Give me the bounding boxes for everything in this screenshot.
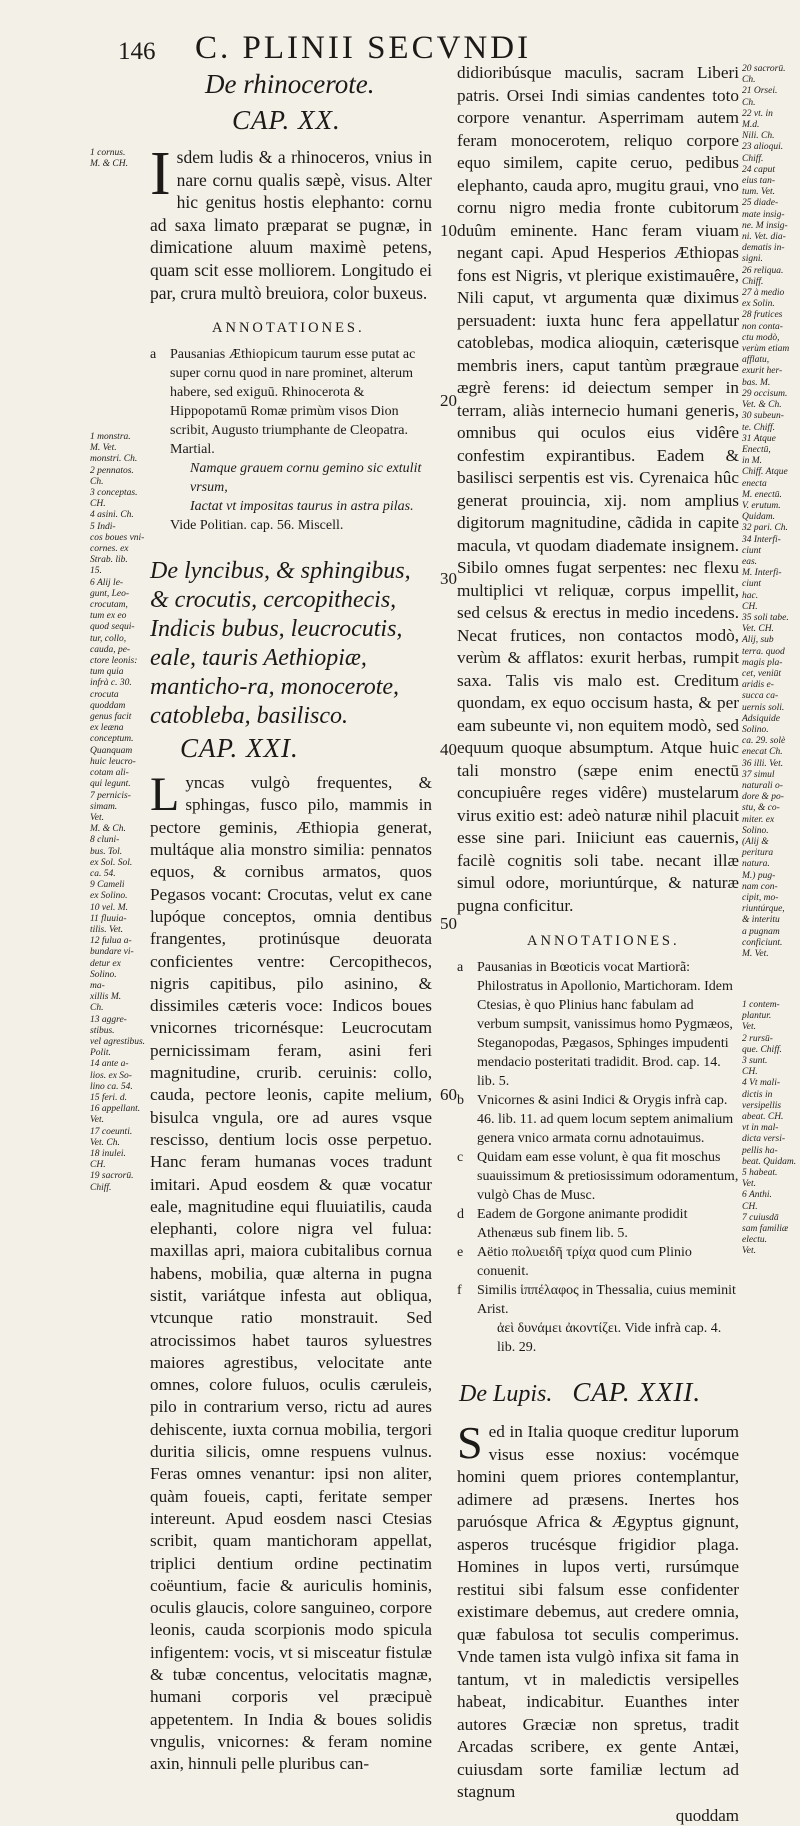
annotation-text: Pausanias in Bœoticis vocat Martiorã: Philostratus in Apollonio, Martichoram. Idem Ctesias, è quo Plinius hanc fabulam ad verbum sumpsit, vanissimus homo Pygmæos, Steganopodas, Pægasos, Sphinges impudenti mendacio posteritati tradidit. Brod. cap. 14. lib. 5. bbox=[477, 960, 733, 1089]
annotation-item bbox=[457, 1205, 739, 1243]
annotation-key: c bbox=[457, 1150, 464, 1165]
line-number: 50 bbox=[440, 914, 457, 933]
annotation-key: e bbox=[457, 1245, 464, 1260]
annotation-text: Quidam eam esse volunt, è qua fit moschus suauissimum & pretiosissimum odoramentum, vulgò Chas de Musc. bbox=[477, 1150, 739, 1203]
annotation-key: f bbox=[457, 1283, 462, 1298]
running-title: C. PLINII SECVNDI bbox=[195, 30, 532, 66]
annotation-item bbox=[457, 1319, 739, 1357]
chapter-text: didioribúsque maculis, sacram Liberi patris. Orsei Indi simias candentes toto corpore venantur. Asperrimam autem feram monocerotem, reliquo corpore equo similem, capite ceruo, pedibus elephanto, cauda apro, mugitu graui, vno cornu nigro media fronte cubitorum duûm eminente. Hanc feram viuam negant capi. Apud Hesperios Æthiopas fons est Nigris, vt plerique existimauêre, Nili caput, vt argumenta quæ diximus persuadent: iuxta hunc fera appellatur catoblebas, modica alioquin, cæterisque membris iners, caput tantùm prægraue ægrè ferens: id deiectum semper in terram, aliàs internecio humani generis, omnibus qui oculos eius vidêre confestim expirantibus. Eadem & basilisci serpentis est vis. Cyrenaica hûc generat prouincia, xij. nom amplius digitorum magnitudine, cãdida in capite macula, vt quodam diademate insignem. Sibilo omnes fugat serpentes: nec flexu multiplici vt reliquæ, corpus impellit, sed celsus & erectus in medio incedens. Necat frutices, non contactos modò, verùm & afflatos: exurit herbas, rumpit saxa. Talis vis malo est. Creditum quondam, ex equo occisum hasta, & per eam subeunte vi, non equitem modò, sed equum quoque absumptum. Atque huic tali monstro (sæpe enim enectū concupiuêre reges vidêre) mustelarum virus exitio est: adeò naturæ nihil placuit esse sine pari. Iniiciunt eas cauernis, facilè cognitis soli tabe. necant illæ simul odore, moriuntúrque, & naturæ pugna conficitur. bbox=[457, 63, 739, 915]
page-number: 146 bbox=[118, 38, 156, 65]
annotation-text: Vnicornes & asini Indici & Orygis infrà cap. 46. lib. 11. ad quem locum septem animalium genera vnico armata cornu adnotauimus. bbox=[477, 1093, 734, 1146]
annotation-text: Similis ἱππέλαφος in Thessalia, cuius meminit Arist. bbox=[477, 1283, 736, 1317]
line-number: 10 bbox=[440, 221, 457, 240]
verse-line: Iactat vt impositas taurus in astra pilas. bbox=[190, 499, 414, 515]
margin-notes-right: 20 sacrorū. Ch. 21 Orsei. Ch. 22 vt. in M.d. Nili. Ch. 23 alioqui. Chiff. 24 caput eius tan- tum. Vet. 25 diade- mate insig- ne. M insig- ni. Vet. dia- dematis in- signi. 26 reliqua. Chiff. 27 à medio ex Solin. 28 frutices non conta- ctu modò, verùm etiam afflatu, exurit her- bas. M. 29 occisum. Vet. & Ch. 30 subeun- te. Chiff. 31 Atque Enectū, in M. Chiff. Atque enecta M. enectū. V. erutum. Quidam. 32 pari. Ch. 34 Interfi- ciunt eas. M. Interfi- ciunt hac. CH. 35 soli tabe. Vet. CH. Alij, sub terra. quod magis pla- cet, veniūt aridis e- succa ca- uernis soli. Adsiquide Solino. ca. 29. solè enecat Ch. 36 illi. Vet. 37 simul naturali o- dore & po- stu, & co- miter. ex Solino. (Alij & peritura natura. M.) pug- nam con- cipit, mo- riuntúrque, & interitu a pugnam conficiunt. M. Vet. bbox=[742, 64, 790, 960]
annotations-heading: ANNOTATIONES. bbox=[527, 933, 680, 949]
annotation-text: ἀεὶ δυνάμει ἀκοντίζει. Vide infrà cap. 4. lib. 29. bbox=[497, 1321, 722, 1355]
annotation-key: b bbox=[457, 1093, 464, 1108]
drop-cap: I bbox=[150, 140, 171, 208]
margin-notes-left: 1 monstra. M. Vet. monstri. Ch. 2 pennatos. Ch. 3 conceptas. CH. 4 asini. Ch. 5 Indi- cos boues vni- cornes. ex Strab. lib. 15. 6 Alij le- gunt, Leo- crocutam, tum ex eo quod sequi- tur, collo, cauda, pe- ctore leonis: tum quia infrà c. 30. crocuta quoddam genus facit ex leæna conceptum. Quanquam huic leucro- cotam ali- qui legunt. 7 pernicis- simam. Vet. M. & Ch. 8 cluni- bus. Tol. ex Sol. Sol. ca. 54. 9 Cameli ex Solino. 10 vel. M. 11 fluuia- tilis. Vet. 12 fulua a- bundare vi- detur ex Solino. ma- xillis M. Ch. 13 aggre- stibus. vel agrestibus. Polit. 14 ante a- lios. ex So- lino ca. 54. 15 feri. d. 16 appellant. Vet. 17 coeunti. Vet. Ch. 18 inulei. CH. 19 sacrorū. Chiff. bbox=[90, 432, 146, 1193]
margin-note: 1 cornus. M. & CH. bbox=[90, 148, 128, 170]
left-column bbox=[150, 68, 432, 1776]
chapter-body: yncas vulgò frequentes, & sphingas, fusco pilo, mammis in pectore geminis, Æthiopia generat, multáque alia monstro similia: pennatos equos, & cornibus armatos, quos Pegasos vocant: Crocutas, velut ex cane lupóque conceptos, omnia dentibus frangentes, protinúsque deuorata conficientes ventre: Cercopithecos, nigris capitibus, pilo asinino, & dissimiles cæteris voce: Indicos boues vnicornes tricornésque: Leucrocutam pernicissimam feram, asini feri magnitudine, crurib. ceruinis: collo, cauda, pectore leonis, capite melium, bisulca vngula, ore ad aures vsque rescisso, dentium locis osse perpetuo. Hanc feram humanas voces tradunt imitari. Apud eosdem & quæ vocatur eale, magnitudine equi fluuiatilis, cauda elephanti, colore nigra vel fulua: maxillas apri, maiora cubitalibus cornua habens, mobilia, quæ alterna in pugna sistit, variátque infesta aut obliqua, vtcunque ratio monstrauit. Sed atrocissimos habet tauros syluestres maiores agrestibus, velocitate ante omnes, colore fuluos, oculis cæruleis, pilo in contrarium verso, rictu ad aures dehiscente, iuxta cornua mobilia, tergori duritia silicis, omne respuens vulnus. Feras omnes venantur: ipsi non aliter, quàm foueis, capti, feritate semper intereunt. Apud eosdem nasci Ctesias scribit, quam mantichoram appellat, triplici dentium ordine pectinatim coëuntium, facie & auriculis hominis, oculis glaucis, colore sanguineo, corpore leonis, cauda scorpionis modo spicula infigentem: vocis, vt si misceatur fistulæ & tubæ concentus, velocitatis magnæ, humani corporis vel præcipuè appetentem. In India & boues solidis vngulis, vnicornes: & feram nomine axin, hinnuli pelle pluribus can- bbox=[150, 773, 432, 1774]
drop-cap: L bbox=[150, 768, 180, 822]
chapter-text bbox=[150, 140, 432, 304]
drop-cap: S bbox=[457, 1417, 483, 1468]
annotation-key bbox=[457, 1319, 477, 1357]
annotation-text: Eadem de Gorgone animante prodidit Athenæus sub finem lib. 5. bbox=[477, 1207, 688, 1241]
line-number: 40 bbox=[440, 740, 457, 759]
chapter-number: CAP. XXI. bbox=[180, 733, 299, 764]
chapter-title: De rhinocerote. bbox=[205, 69, 375, 99]
line-number: 60 bbox=[440, 1085, 457, 1104]
annotation-key: a bbox=[457, 960, 464, 975]
annotation-item bbox=[457, 1243, 739, 1281]
annotation-block bbox=[457, 958, 739, 1357]
annotation-item bbox=[457, 1091, 739, 1148]
annotations-heading: ANNOTATIONES. bbox=[212, 320, 365, 337]
chapter-number: CAP. XXII. bbox=[572, 1377, 702, 1407]
annotation-key: a bbox=[150, 347, 157, 363]
chapter-title: De lyncibus, & sphingibus, & crocutis, cercopithecis, Indicis bubus, leucrocutis, eale, tauris Aethiopiæ, manticho-ra, monocerote, catobleba, basilisco. bbox=[150, 558, 411, 730]
annotation-item bbox=[457, 1281, 739, 1319]
annotation-text: Pausanias Æthiopicum taurum esse putat ac super cornu quod in nare prominet, alterum habere, sed exiguū. Rhinocerota & Hippopotamū Romæ primùm visos Dion scribit, Augusto triumphante de Cleopatra. Martial. bbox=[170, 347, 416, 458]
annotation-item bbox=[150, 345, 432, 459]
chapter-number: CAP. XX. bbox=[232, 105, 341, 135]
line-number: 30 bbox=[440, 569, 457, 588]
line-number: 20 bbox=[440, 391, 457, 410]
chapter-body: ed in Italia quoque creditur luporum visus esse noxius: vocémque homini quem priores contemplantur, adimere ad præsens. Inertes hos paruósque Africa & Ægyptus gignunt, asperos trucésque frigidior plaga. Homines in lupos verti, rursúmque restitui sibi falsum esse confidenter existimare debemus, aut credere omnia, quæ fabulosa tot seculis comperimus. Vnde tamen ista vulgò infixa sit fama in tantum, vt in maledictis versipelles habeat, indicabitur. Euanthes inter autores Græciæ non spretus, tradit Arcadas scribere, ex gente Antæi, cuiusdam sorte familiæ lectum ad stagnum bbox=[457, 1422, 739, 1801]
chapter-body: sdem ludis & a rhinoceros, vnius in nare cornu qualis sæpè, visus. Alter hic genitus hostis elephanto: cornu ad saxa limato præparat se pugnæ, in dimicatione aluum maximè petens, quam scit esse molliorem. Longitudo ei par, crura multò breuiora, color buxeus. bbox=[150, 147, 432, 303]
annotation-text: Aëtio πολυειδῆ τρίχα quod cum Plinio conuenit. bbox=[477, 1245, 692, 1279]
chapter-text bbox=[457, 1417, 739, 1804]
chapter-heading bbox=[459, 1377, 739, 1411]
right-column bbox=[457, 62, 739, 1826]
margin-notes-right-lower: 1 contem- plantur. Vet. 2 rursū- que. Chiff. 3 sunt. CH. 4 Vt mali- dictis in versipellis abeat. CH. vt in mal- dicta versi- pellis ha- beat. Quidam. 5 habeat. Vet. 6 Anthi. CH. 7 cuiusdā sam familiæ electu. Vet. bbox=[742, 1000, 797, 1257]
annotation-item bbox=[457, 958, 739, 1091]
catchword: quoddam bbox=[675, 1805, 739, 1825]
annotation-key: d bbox=[457, 1207, 464, 1222]
annotation-block bbox=[150, 345, 432, 535]
verse-line: Namque grauem cornu gemino sic extulit vrsum, bbox=[190, 461, 422, 496]
chapter-text bbox=[150, 768, 432, 1775]
annotation-reference: Vide Politian. cap. 56. Miscell. bbox=[170, 518, 344, 534]
annotation-item bbox=[457, 1148, 739, 1205]
chapter-title: De Lupis. bbox=[459, 1381, 553, 1407]
